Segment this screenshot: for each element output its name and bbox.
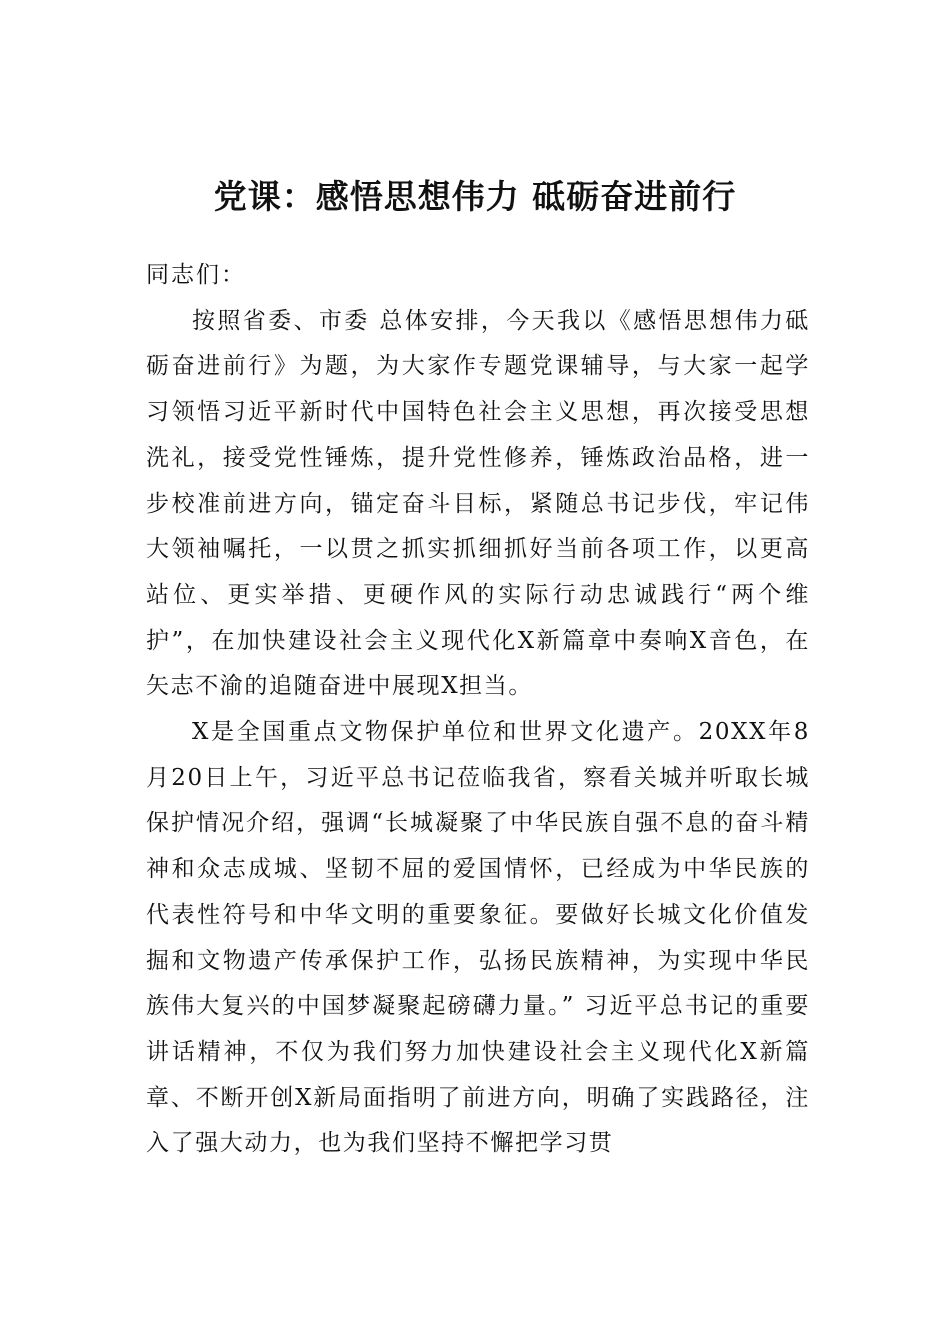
paragraph-2: X是全国重点文物保护单位和世界文化遗产。20XX年8月20日上午，习近平总书记莅临我省，察看关城并听取长城保护情况介绍，强调“长城凝聚了中华民族自强不息的奋斗精神和众志成城、坚韧不屈的爱国情怀，已经成为中华民族的代表性符号和中华文明的重要象征。要做好长城文化价值发掘和文物遗产传承保护工作，弘扬民族精神，为实现中华民族伟大复兴的中国梦凝聚起磅礴力量。” 习近平总书记的重要讲话精神，不仅为我们努力加快建设社会主义现代化X新篇章、不断开创X新局面指明了前进方向，明确了实践路径，注入了强大动力，也为我们坚持不懈把学习贯 (146, 719, 810, 1157)
paragraph-1: 按照省委、市委 总体安排，今天我以《感悟思想伟力砥砺奋进前行》为题，为大家作专题党课辅导，与大家一起学习领悟习近平新时代中国特色社会主义思想，再次接受思想洗礼，接受党性锤炼，提升党性修养，锤炼政治品格，进一步校准前进方向，锚定奋斗目标，紧随总书记步伐，牢记伟大领袖嘱托，一以贯之抓实抓细抓好当前各项工作，以更高站位、更实举措、更硬作风的实际行动忠诚践行“两个维护”，在加快建设社会主义现代化X新篇章中奏响X音色，在矢志不渝的追随奋进中展现X担当。 (146, 307, 810, 700)
salutation: 同志们： (146, 262, 246, 288)
document-body (146, 253, 810, 1167)
document-title: 党课：感悟思想伟力 砥砺奋进前行 (213, 177, 737, 216)
